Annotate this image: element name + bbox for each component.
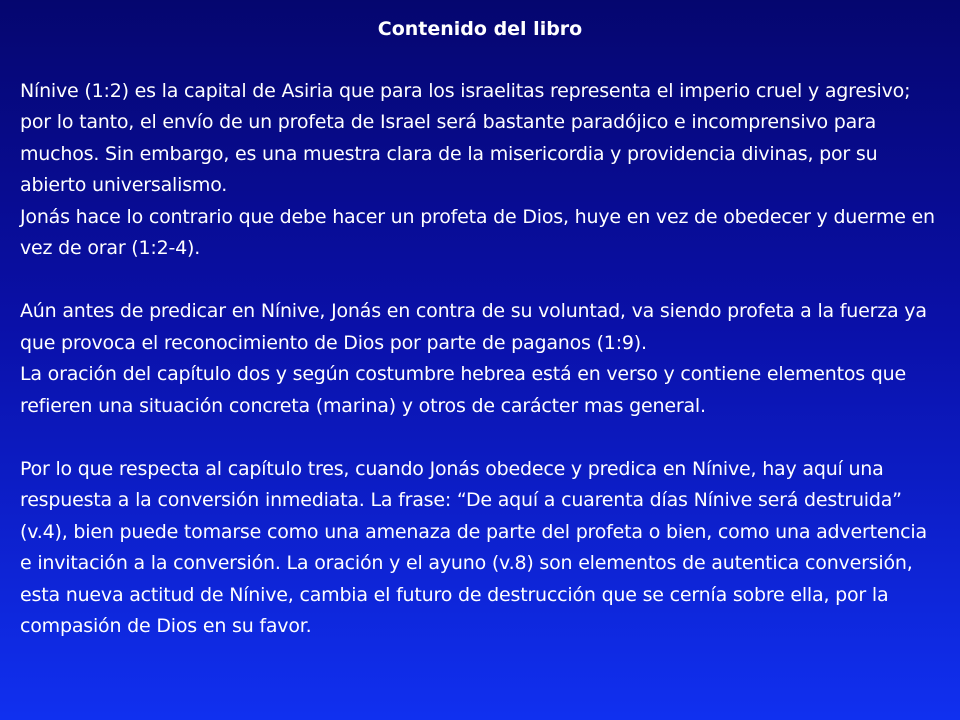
spacer — [20, 265, 940, 297]
paragraph-capitulo-tres: Por lo que respecta al capítulo tres, cuando Jonás obedece y predica en Nínive, hay aquí una respuesta a la conversión inmediata. La frase: “De aquí a cuarenta días Nínive será destruida” (v.4), bien puede tomarse como una amenaza de parte del profeta o bien, como una advertencia e invitación a la conversión. La oración y el ayuno (v.8) son elementos de autentica conversión, esta nueva actitud de Nínive, cambia el futuro de destrucción que se cernía sobre ella, por la compasión de Dios en su favor. — [20, 457, 927, 637]
spacer — [20, 44, 940, 76]
spacer — [20, 422, 940, 454]
slide-title: Contenido del libro — [377, 18, 583, 40]
paragraph-ninive: Nínive (1:2) es la capital de Asiria que para los israelitas representa el imperio cruel y agresivo; por lo tanto, el envío de un profeta de Israel será bastante paradójico e incomprensivo para muchos. Sin embargo, es una muestra clara de la misericordia y providencia divinas, por su abierto universalismo. — [20, 79, 911, 196]
slide-body — [20, 76, 940, 643]
paragraph-oracion-capitulo-dos: La oración del capítulo dos y según costumbre hebrea está en verso y contiene elementos que refieren una situación concreta (marina) y otros de carácter mas general. — [20, 363, 906, 417]
paragraph-jonas-huye: Jonás hace lo contrario que debe hacer un profeta de Dios, huye en vez de obedecer y duerme en vez de orar (1:2-4). — [20, 205, 935, 259]
paragraph-profeta-a-la-fuerza: Aún antes de predicar en Nínive, Jonás en contra de su voluntad, va siendo profeta a la fuerza ya que provoca el reconocimiento de Dios por parte de paganos (1:9). — [20, 300, 927, 354]
